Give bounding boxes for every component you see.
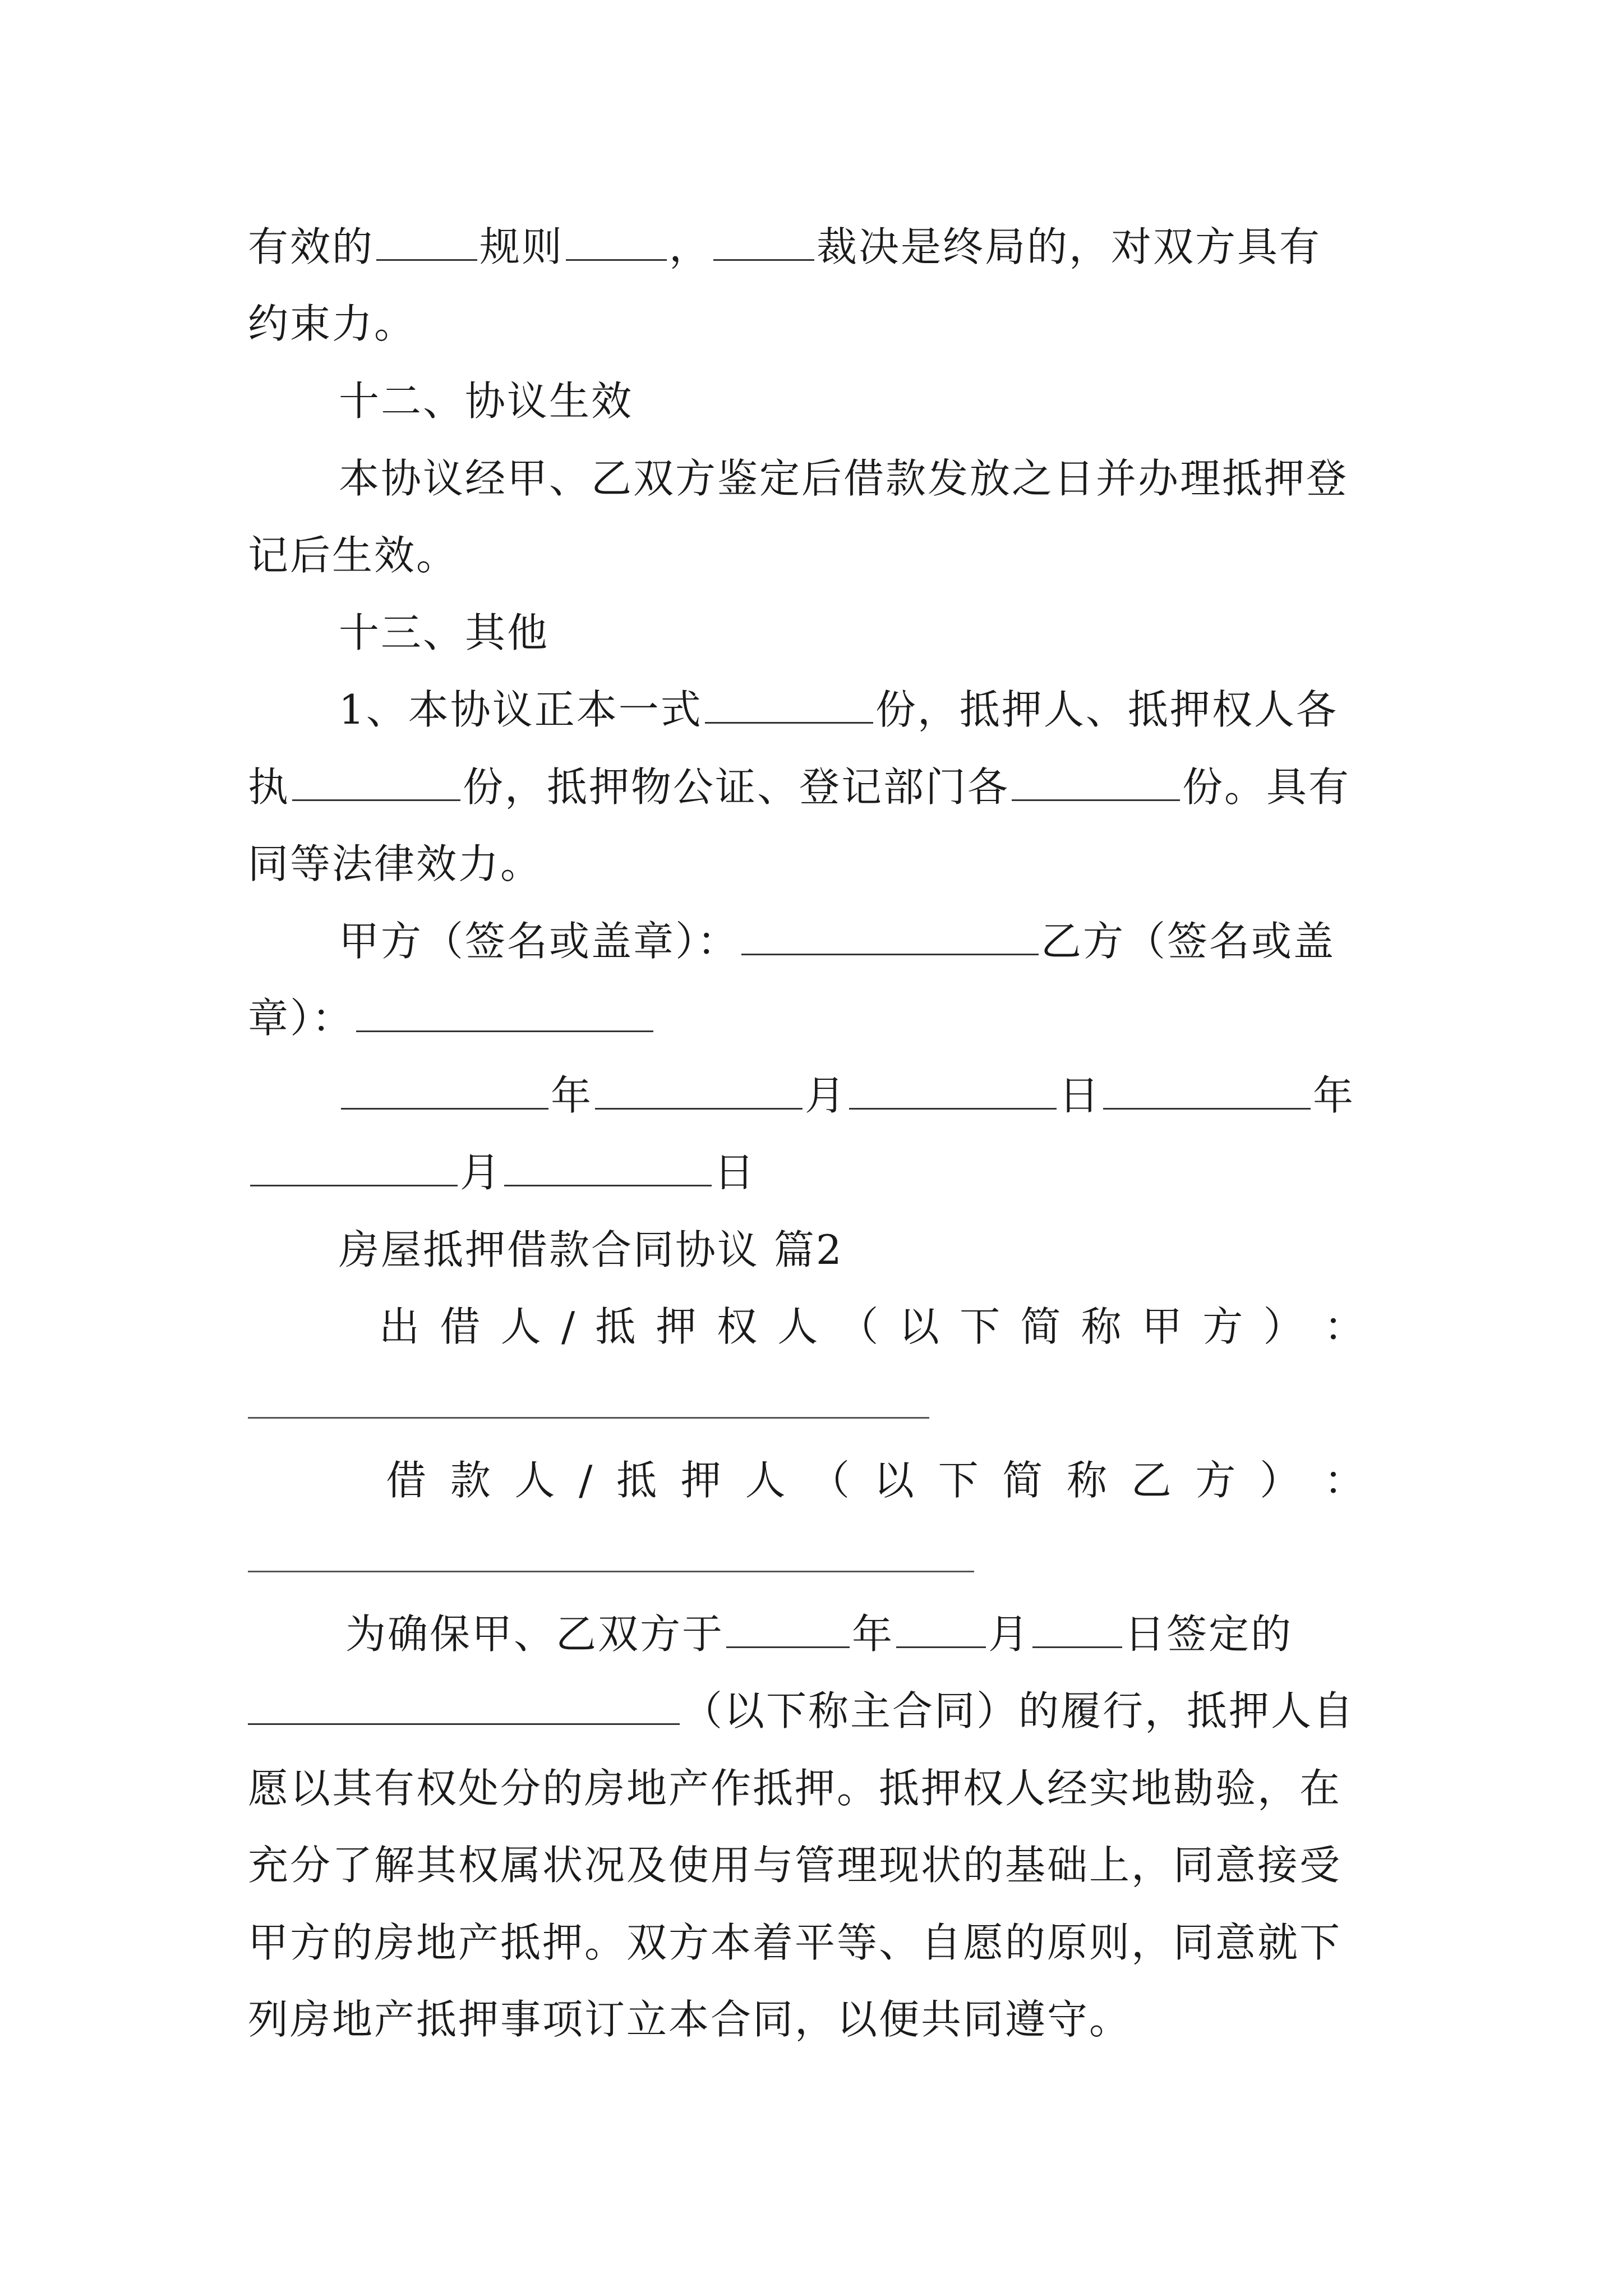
label-char: （ — [838, 1303, 880, 1350]
text-line — [345, 1606, 1484, 1662]
blank-field — [713, 224, 814, 261]
year-label: 年 — [852, 1611, 895, 1658]
blank-field — [504, 1150, 712, 1186]
label-char: 以 — [873, 1457, 916, 1504]
text-line — [248, 219, 1386, 275]
signature-blank — [356, 996, 653, 1032]
label-char: 下 — [960, 1303, 1002, 1350]
blank-field — [726, 1612, 850, 1648]
blank-field — [292, 765, 460, 801]
label-char: ： — [1324, 1303, 1366, 1350]
text-fragment: 乙方（签名或盖 — [1041, 918, 1336, 965]
label-char: 简 — [1002, 1457, 1045, 1504]
text-line: 充分了解其权属状况及使用与管理现状的基础上，同意接受 — [248, 1842, 1342, 1889]
blank-field — [1103, 1073, 1311, 1110]
borrower-name-blank — [248, 1571, 974, 1572]
text-fragment: 为确保甲、乙双方于 — [345, 1611, 725, 1658]
text-line — [248, 1683, 1386, 1739]
blank-field — [376, 224, 477, 261]
label-char: 乙 — [1131, 1457, 1173, 1504]
text-line — [339, 682, 1477, 738]
signature-line — [339, 913, 1477, 969]
month-label: 月 — [988, 1611, 1031, 1658]
text-line: 记后生效。 — [248, 532, 459, 579]
section-heading: 十二、协议生效 — [339, 378, 634, 425]
blank-field — [341, 1073, 548, 1110]
date-line — [248, 1144, 1386, 1200]
year-label: 年 — [1313, 1072, 1355, 1119]
text-fragment: 规则 — [479, 223, 564, 270]
label-char: 借 — [386, 1457, 428, 1504]
document-subtitle: 房屋抵押借款合同协议 篇2 — [339, 1226, 843, 1273]
text-line: 愿以其有权处分的房地产作抵押。抵押权人经实地勘验，在 — [248, 1765, 1342, 1812]
label-char: 人 — [500, 1303, 543, 1350]
text-fragment: 1、本协议正本一式 — [339, 686, 703, 733]
signature-line — [248, 990, 1386, 1046]
contract-name-blank — [248, 1688, 680, 1725]
label-char: ） — [1260, 1457, 1302, 1504]
blank-field — [896, 1612, 986, 1648]
blank-field — [1032, 1612, 1122, 1648]
blank-field — [849, 1073, 1057, 1110]
text-line: 约束力。 — [248, 300, 417, 347]
label-char: 押 — [656, 1303, 698, 1350]
label-char: / — [561, 1303, 577, 1350]
blank-field — [250, 1150, 458, 1186]
label-char: 款 — [450, 1457, 492, 1504]
label-char: 押 — [680, 1457, 723, 1504]
label-char: 下 — [938, 1457, 980, 1504]
text-fragment: （以下称主合同）的履行，抵押人自 — [682, 1687, 1355, 1734]
text-fragment: 份。具有 — [1182, 763, 1351, 811]
text-fragment: 裁决是终局的，对双方具有 — [817, 223, 1322, 270]
label-char: / — [579, 1457, 594, 1504]
lender-name-blank — [248, 1417, 929, 1419]
blank-field — [566, 224, 667, 261]
label-char: 出 — [379, 1303, 422, 1350]
label-char: 抵 — [616, 1457, 659, 1504]
text-fragment: 日签定的 — [1124, 1611, 1293, 1658]
text-fragment: 份，抵押物公证、登记部门各 — [463, 763, 1010, 811]
text-fragment: 甲方（签名或盖章）： — [339, 918, 740, 965]
text-line — [248, 759, 1386, 815]
blank-field — [595, 1073, 803, 1110]
lender-label-line — [379, 1299, 1366, 1355]
text-fragment: 有效的 — [248, 223, 375, 270]
text-line: 列房地产抵押事项订立本合同，以便共同遵守。 — [248, 1996, 1132, 2043]
label-char: 人 — [745, 1457, 787, 1504]
label-char: ） — [1263, 1303, 1306, 1350]
label-char: 甲 — [1141, 1303, 1184, 1350]
text-fragment: 份，抵押人、抵押权人各 — [875, 686, 1338, 733]
day-label: 日 — [1059, 1072, 1101, 1119]
year-label: 年 — [551, 1072, 593, 1119]
label-char: 借 — [440, 1303, 482, 1350]
label-char: 人 — [514, 1457, 557, 1504]
label-char: 称 — [1066, 1457, 1109, 1504]
label-char: 人 — [777, 1303, 820, 1350]
section-heading: 十三、其他 — [339, 609, 550, 656]
blank-field — [1012, 765, 1180, 801]
text-line: 甲方的房地产抵押。双方本着平等、自愿的原则，同意就下 — [248, 1919, 1342, 1966]
text-line: 本协议经甲、乙双方鉴定后借款发放之日并办理抵押登 — [339, 455, 1349, 502]
label-char: 方 — [1195, 1457, 1238, 1504]
month-label: 月 — [805, 1072, 847, 1119]
date-line — [339, 1068, 1477, 1124]
label-char: 抵 — [595, 1303, 638, 1350]
text-fragment: ， — [669, 223, 712, 270]
month-label: 月 — [460, 1149, 502, 1196]
label-char: 称 — [1081, 1303, 1123, 1350]
label-char: 方 — [1202, 1303, 1245, 1350]
day-label: 日 — [714, 1149, 757, 1196]
label-char: 以 — [898, 1303, 941, 1350]
label-char: （ — [809, 1457, 852, 1504]
text-fragment: 章）： — [248, 995, 354, 1042]
signature-blank — [741, 919, 1039, 955]
text-fragment: 执 — [248, 763, 291, 811]
blank-field — [705, 687, 873, 724]
label-char: 权 — [716, 1303, 759, 1350]
text-line: 同等法律效力。 — [248, 840, 543, 887]
label-char: ： — [1324, 1457, 1366, 1504]
borrower-label-line — [386, 1452, 1366, 1508]
label-char: 简 — [1020, 1303, 1063, 1350]
